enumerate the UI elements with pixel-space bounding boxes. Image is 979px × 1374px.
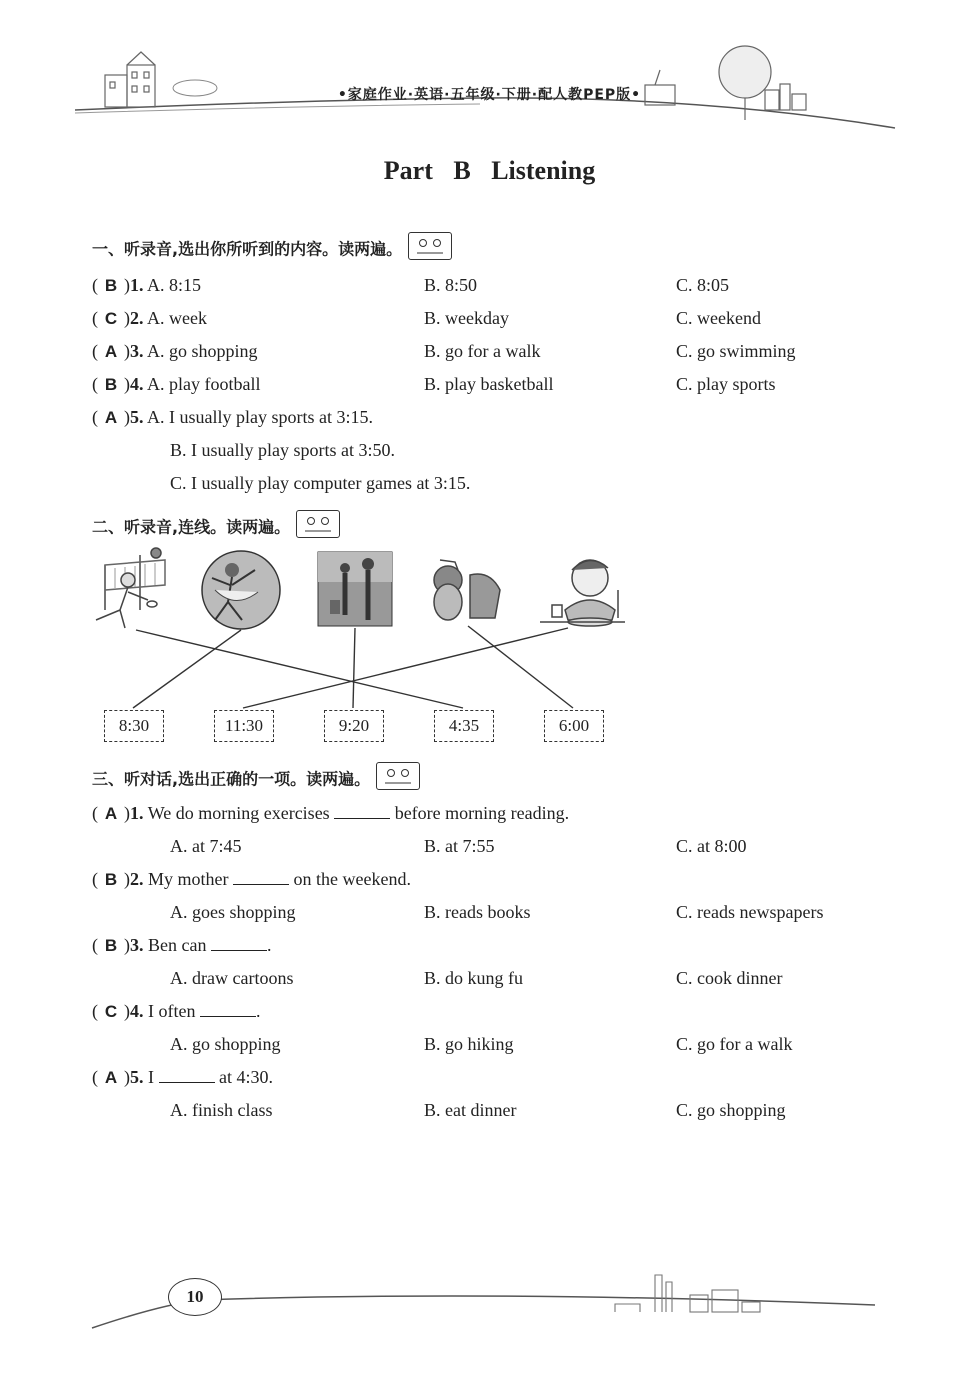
option-c: C. go shopping <box>676 1100 786 1120</box>
answer-blank <box>159 1064 215 1083</box>
option-a: A. go shopping <box>170 1034 281 1054</box>
option-b: B. play basketball <box>424 374 554 394</box>
shopping-picture-icon <box>434 560 500 620</box>
time-box-4: 4:35 <box>434 710 494 742</box>
list-item: ( B )1. A. 8:15 <box>92 275 202 295</box>
cassette-icon <box>296 510 340 538</box>
section2-title-text: 二、听录音,连线。读两遍。 <box>92 517 291 537</box>
option-b: B. eat dinner <box>424 1100 517 1120</box>
section2-title <box>92 514 340 542</box>
matching-pictures <box>0 540 979 710</box>
page-number: 10 <box>168 1278 222 1316</box>
option-b: B. I usually play sports at 3:50. <box>170 440 395 460</box>
section3-title-text: 三、听对话,选出正确的一项。读两遍。 <box>92 769 371 789</box>
city-skyline-icon <box>615 1275 760 1312</box>
list-item: ( C )2. A. week <box>92 308 207 328</box>
header-text: •家庭作业·英语·五年级·下册·配人教PEP版• <box>337 87 642 103</box>
option-b: B. do kung fu <box>424 968 523 988</box>
option-b: B. 8:50 <box>424 275 478 295</box>
time-box-2: 11:30 <box>214 710 274 742</box>
list-item: ( A )5. I at 4:30. <box>92 1064 273 1090</box>
scene-right-icon <box>645 46 806 120</box>
cassette-icon <box>376 762 420 790</box>
option-b: B. weekday <box>424 308 509 328</box>
matching-lines <box>133 626 573 708</box>
list-item: ( A )5. A. I usually play sports at 3:15. <box>92 407 373 427</box>
option-c: C. go for a walk <box>676 1034 793 1054</box>
list-item: ( B )2. My mother on the weekend. <box>92 866 411 892</box>
footer-decoration <box>0 1260 979 1340</box>
answer-blank <box>200 998 256 1017</box>
option-c: C. 8:05 <box>676 275 730 295</box>
section3-title <box>92 766 420 794</box>
list-item: ( B )4. A. play football <box>92 374 261 394</box>
page-title: Part B Listening <box>383 156 596 185</box>
answer-blank <box>334 800 390 819</box>
list-item: ( B )3. Ben can . <box>92 932 271 958</box>
option-c: C. I usually play computer games at 3:15. <box>170 473 471 493</box>
eating-picture-icon <box>540 560 625 626</box>
option-c: C. go swimming <box>676 341 796 361</box>
dancing-picture-icon <box>202 551 280 629</box>
option-c: C. play sports <box>676 374 776 394</box>
time-box-1: 8:30 <box>104 710 164 742</box>
family-walk-picture-icon <box>318 552 392 626</box>
cassette-icon <box>408 232 452 260</box>
option-a: A. draw cartoons <box>170 968 294 988</box>
option-c: C. at 8:00 <box>676 836 747 856</box>
option-c: C. cook dinner <box>676 968 783 988</box>
option-c: C. weekend <box>676 308 761 328</box>
time-box-3: 9:20 <box>324 710 384 742</box>
badminton-picture-icon <box>96 548 165 628</box>
answer-blank <box>233 866 289 885</box>
section1-title-text: 一、听录音,选出你所听到的内容。读两遍。 <box>92 239 403 259</box>
option-b: B. reads books <box>424 902 531 922</box>
time-box-5: 6:00 <box>544 710 604 742</box>
option-a: A. at 7:45 <box>170 836 242 856</box>
option-a: A. finish class <box>170 1100 273 1120</box>
option-b: B. go hiking <box>424 1034 514 1054</box>
option-a: A. goes shopping <box>170 902 296 922</box>
option-b: B. go for a walk <box>424 341 541 361</box>
section1-title <box>92 236 452 264</box>
list-item: ( A )3. A. go shopping <box>92 341 258 361</box>
option-c: C. reads newspapers <box>676 902 824 922</box>
answer-blank <box>211 932 267 951</box>
list-item: ( A )1. We do morning exercises before morning reading. <box>92 800 569 826</box>
option-b: B. at 7:55 <box>424 836 495 856</box>
list-item: ( C )4. I often . <box>92 998 260 1024</box>
